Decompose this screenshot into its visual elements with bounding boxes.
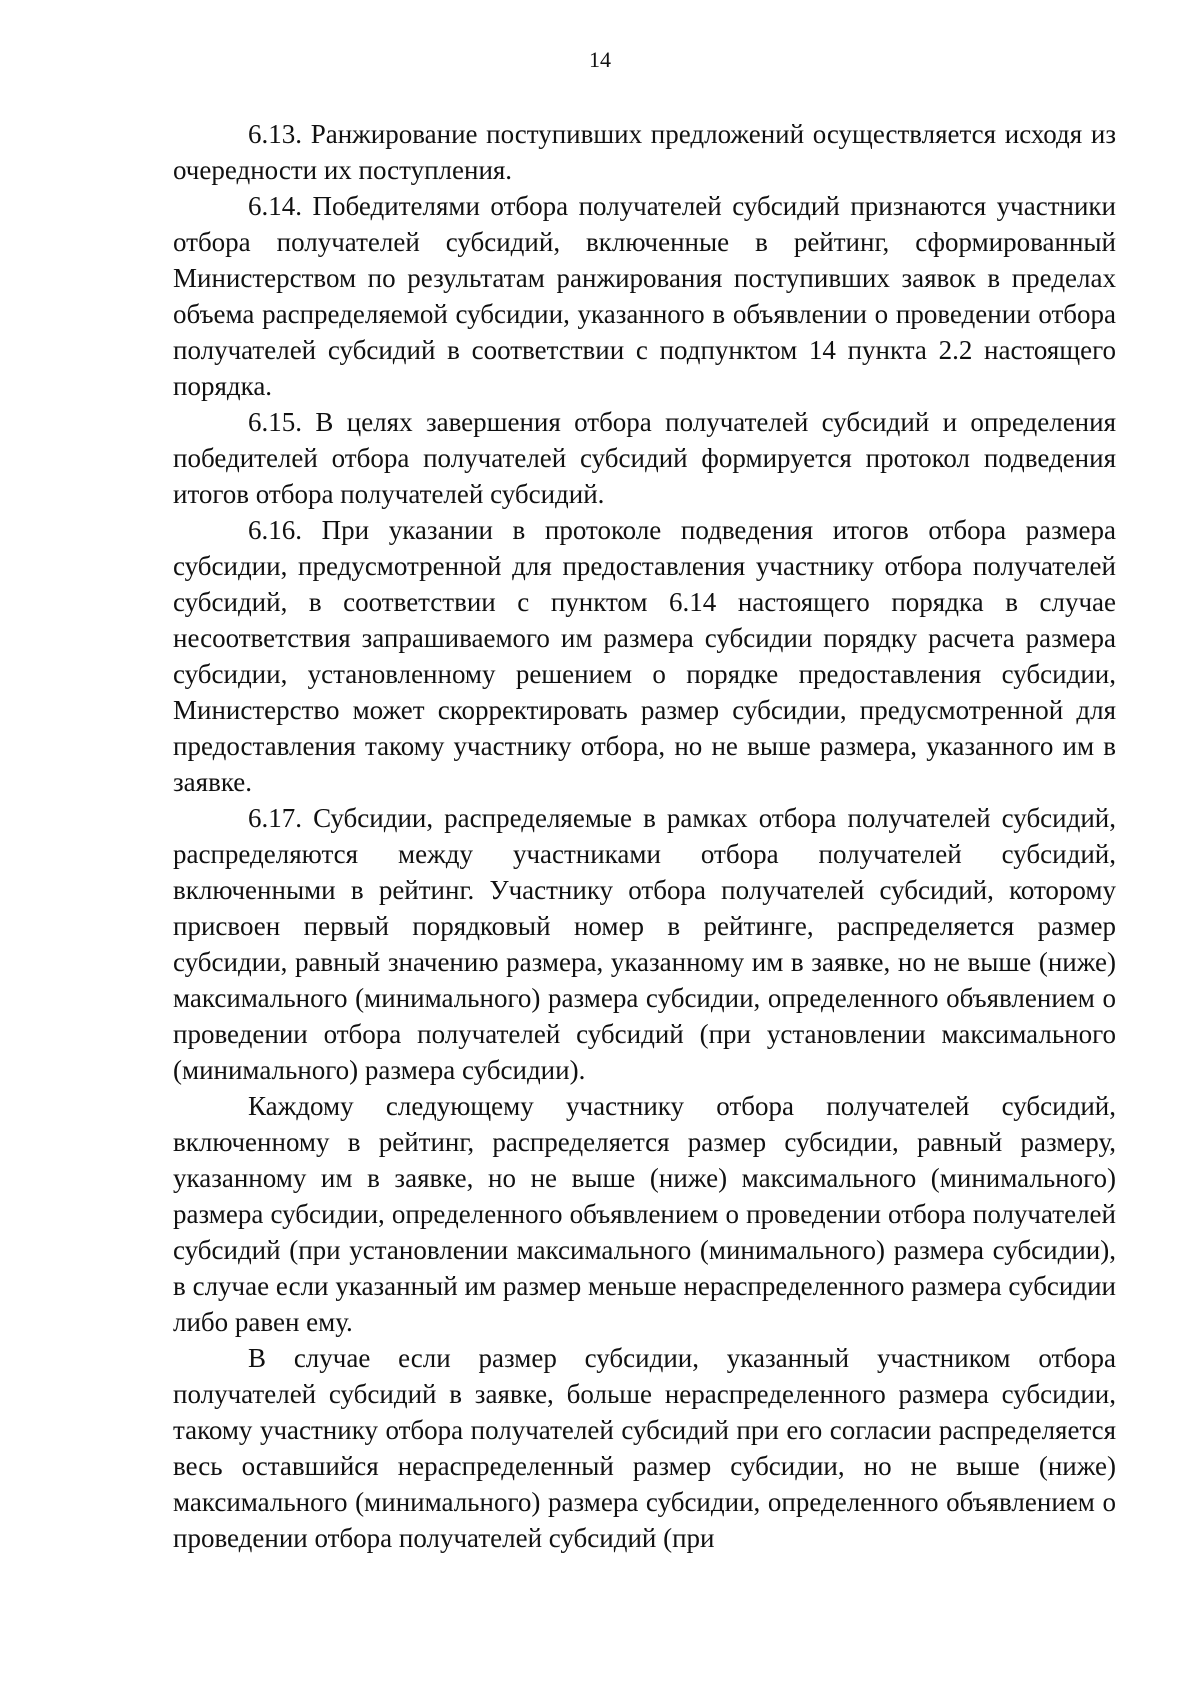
page-number: 14 (589, 47, 611, 72)
paragraph-6-17-excess-request: В случае если размер субсидии, указанный участником отбора получателей субсидий в заявке, больше нераспределенного размера субсидии, такому участнику отбора получателей субсидий при его согласии распределяется весь оставшийся нераспределенный размер субсидии, но не выше (ниже) максимального (минимального) размера субсидии, определенного объявлением о проведении отбора получателей субсидий (при (173, 1343, 1116, 1553)
document-body (173, 116, 1116, 1556)
paragraph-6-17-each-next-participant: Каждому следующему участнику отбора получателей субсидий, включенному в рейтинг, распределяется размер субсидии, равный размеру, указанному им в заявке, но не выше (ниже) максимального (минимального) размера субсидии, определенного объявлением о проведении отбора получателей субсидий (при установлении максимального (минимального) размера субсидии), в случае если указанный им размер меньше нераспределенного размера субсидии либо равен ему. (173, 1091, 1116, 1337)
paragraph-6-13: 6.13. Ранжирование поступивших предложений осуществляется исходя из очередности их поступления. (173, 119, 1116, 185)
paragraph-6-15: 6.15. В целях завершения отбора получателей субсидий и определения победителей отбора получателей субсидий формируется протокол подведения итогов отбора получателей субсидий. (173, 407, 1116, 509)
paragraph-6-17: 6.17. Субсидии, распределяемые в рамках отбора получателей субсидий, распределяются между участниками отбора получателей субсидий, включенными в рейтинг. Участнику отбора получателей субсидий, которому присвоен первый порядковый номер в рейтинге, распределяется размер субсидии, равный значению размера, указанному им в заявке, но не выше (ниже) максимального (минимального) размера субсидии, определенного объявлением о проведении отбора получателей субсидий (при установлении максимального (минимального) размера субсидии). (173, 803, 1116, 1085)
paragraph-6-16: 6.16. При указании в протоколе подведения итогов отбора размера субсидии, предусмотренной для предоставления участнику отбора получателей субсидий, в соответствии с пунктом 6.14 настоящего порядка в случае несоответствия запрашиваемого им размера субсидии порядку расчета размера субсидии, установленному решением о порядке предоставления субсидии, Министерство может скорректировать размер субсидии, предусмотренной для предоставления такому участнику отбора, но не выше размера, указанного им в заявке. (173, 515, 1116, 797)
paragraph-6-14: 6.14. Победителями отбора получателей субсидий признаются участники отбора получателей субсидий, включенные в рейтинг, сформированный Министерством по результатам ранжирования поступивших заявок в пределах объема распределяемой субсидии, указанного в объявлении о проведении отбора получателей субсидий в соответствии с подпунктом 14 пункта 2.2 настоящего порядка. (173, 191, 1116, 401)
